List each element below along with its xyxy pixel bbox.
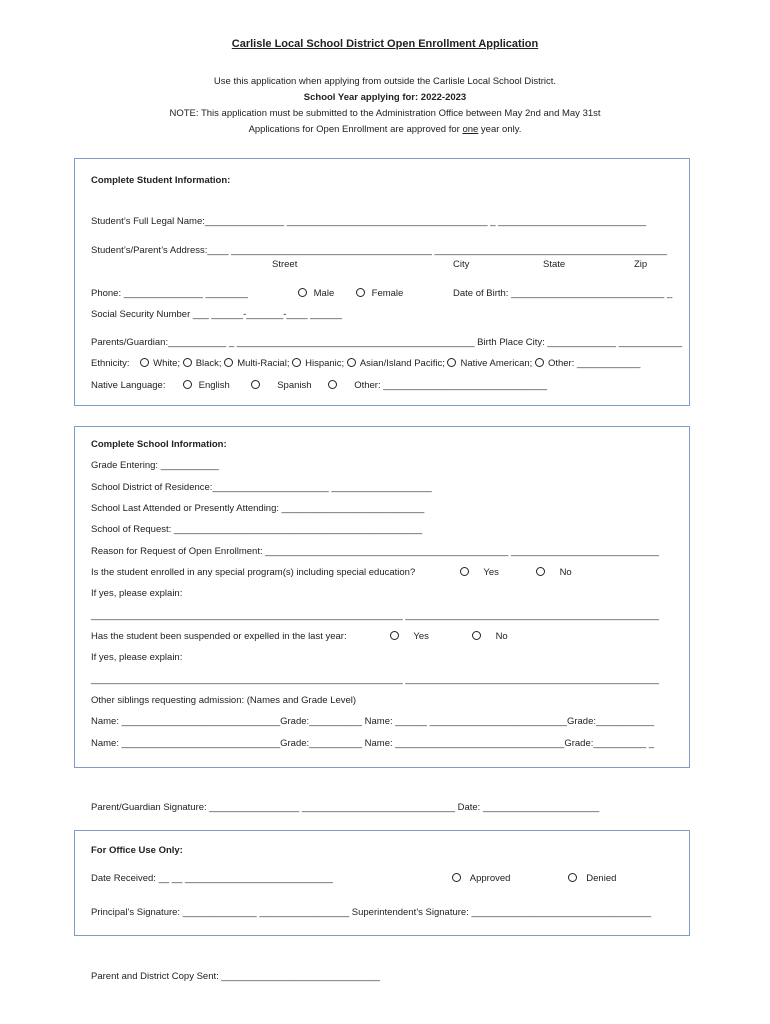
radio-icon[interactable]	[347, 358, 356, 367]
denied-option[interactable]: Denied	[568, 873, 616, 884]
radio-icon[interactable]	[298, 288, 307, 297]
radio-icon[interactable]	[251, 380, 260, 389]
explain-field-1[interactable]: ___________________________________________________________ ________________________________________________	[91, 610, 659, 621]
radio-icon[interactable]	[460, 567, 469, 576]
principal-signature-field[interactable]: Principal’s Signature: ______________ _________________ Superintendent’s Signature: __________________________________	[91, 907, 652, 918]
female-option[interactable]: Female	[356, 288, 403, 299]
page-title: Carlisle Local School District Open Enrollment Application	[231, 38, 539, 50]
radio-icon[interactable]	[535, 358, 544, 367]
suspended-yes-option[interactable]: Yes	[390, 631, 429, 642]
radio-icon[interactable]	[568, 873, 577, 882]
student-heading: Complete Student Information:	[91, 175, 231, 186]
street-label: Street	[272, 259, 298, 270]
instructions-line: Use this application when applying from outside the Carlisle Local School District.	[213, 76, 557, 87]
sibling-row[interactable]: Name: ______________________________Grade:__________ Name: ______ __________________________Grade:___________	[91, 716, 655, 727]
explain-field-2[interactable]: ___________________________________________________________ ________________________________________________	[91, 674, 659, 685]
radio-icon[interactable]	[328, 380, 337, 389]
eth-multi-option[interactable]: Multi-Racial;	[224, 358, 289, 369]
radio-icon[interactable]	[447, 358, 456, 367]
parent-signature-field[interactable]: Parent/Guardian Signature: _________________ _____________________________ Date: ______________________	[91, 802, 600, 813]
lang-spanish-option[interactable]: Spanish	[251, 380, 312, 391]
approved-option[interactable]: Approved	[452, 873, 510, 884]
eth-asian-option[interactable]: Asian/Island Pacific;	[347, 358, 445, 369]
guardian-field[interactable]: Parents/Guardian:___________ _ _____________________________________________ Birth Place City: _____________ ____________	[91, 337, 683, 348]
school-year: School Year applying for: 2022-2023	[303, 92, 467, 103]
eth-hispanic-option[interactable]: Hispanic;	[292, 358, 344, 369]
district-field[interactable]: School District of Residence:______________________ ___________________	[91, 482, 432, 493]
eth-white-option[interactable]: White;	[140, 358, 180, 369]
copy-sent-field[interactable]: Parent and District Copy Sent: ______________________________	[91, 971, 380, 982]
requested-school-field[interactable]: School of Request: _______________________________________________	[91, 524, 423, 535]
eth-black-option[interactable]: Black;	[183, 358, 222, 369]
suspended-no-option[interactable]: No	[472, 631, 508, 642]
explain-label-2: If yes, please explain:	[91, 652, 183, 663]
city-label: City	[453, 259, 470, 270]
eth-other-option[interactable]: Other: ____________	[535, 358, 640, 369]
radio-icon[interactable]	[536, 567, 545, 576]
siblings-label: Other siblings requesting admission: (Names and Grade Level)	[91, 695, 357, 706]
school-heading: Complete School Information:	[91, 439, 227, 450]
dob-field[interactable]: Date of Birth: _____________________________ _	[453, 288, 673, 299]
radio-icon[interactable]	[452, 873, 461, 882]
special-program-question: Is the student enrolled in any special program(s) including special education?	[91, 567, 416, 578]
state-label: State	[543, 259, 566, 270]
lang-other-option[interactable]: Other: _______________________________	[328, 380, 547, 391]
ethnicity-row	[91, 358, 640, 369]
radio-icon[interactable]	[390, 631, 399, 640]
address-field[interactable]: Student’s/Parent’s Address:____ ______________________________________ ____________________________________________	[91, 245, 668, 256]
special-no-option[interactable]: No	[536, 567, 572, 578]
radio-icon[interactable]	[183, 358, 192, 367]
radio-icon[interactable]	[356, 288, 365, 297]
grade-entering-field[interactable]: Grade Entering: ___________	[91, 460, 219, 471]
radio-icon[interactable]	[224, 358, 233, 367]
approval-note: Applications for Open Enrollment are approved for one year only.	[248, 124, 522, 135]
sibling-row[interactable]: Name: ______________________________Grade:__________ Name: ________________________________Grade:__________ _	[91, 738, 655, 749]
submission-note: NOTE: This application must be submitted to the Administration Office between May 2nd and May 31st	[169, 108, 601, 119]
date-received-field[interactable]: Date Received: __ __ ____________________________	[91, 873, 333, 884]
ethnicity-label: Ethnicity:	[91, 358, 130, 369]
eth-native-option[interactable]: Native American;	[447, 358, 532, 369]
office-heading: For Office Use Only:	[91, 845, 183, 856]
explain-label-1: If yes, please explain:	[91, 588, 183, 599]
ssn-field[interactable]: Social Security Number ___ ______-_______-____ ______	[91, 309, 342, 320]
native-language-label: Native Language:	[91, 380, 166, 391]
special-yes-option[interactable]: Yes	[460, 567, 499, 578]
zip-label: Zip	[634, 259, 648, 270]
suspended-question: Has the student been suspended or expelled in the last year:	[91, 631, 347, 642]
student-name-field[interactable]: Student’s Full Legal Name:_______________ ______________________________________ _ ____________________________	[91, 216, 647, 227]
radio-icon[interactable]	[183, 380, 192, 389]
reason-field[interactable]: Reason for Request of Open Enrollment: ______________________________________________ ____________________________	[91, 546, 659, 557]
phone-field[interactable]: Phone: _______________ ________	[91, 288, 248, 299]
male-option[interactable]: Male	[298, 288, 334, 299]
radio-icon[interactable]	[292, 358, 301, 367]
lang-english-option[interactable]: English	[183, 380, 230, 391]
radio-icon[interactable]	[472, 631, 481, 640]
radio-icon[interactable]	[140, 358, 149, 367]
last-school-field[interactable]: School Last Attended or Presently Attending: ___________________________	[91, 503, 425, 514]
